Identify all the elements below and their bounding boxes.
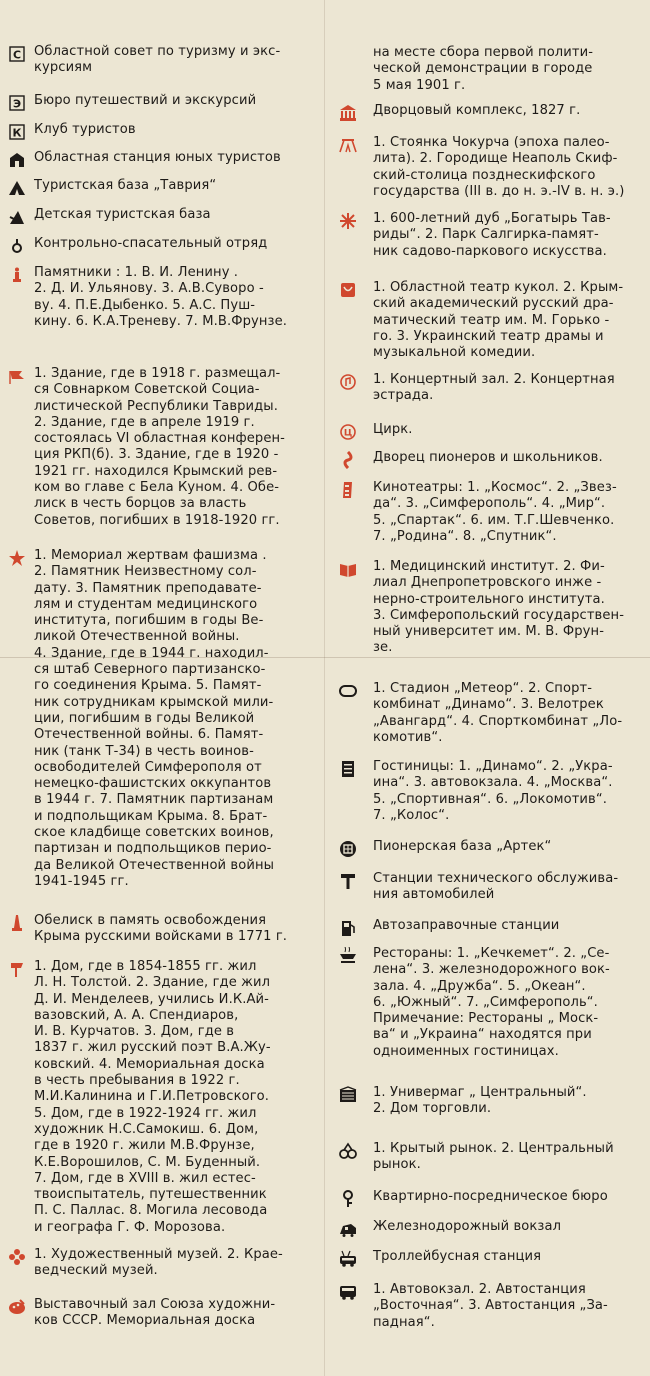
- legend-text-line: ва“ и „Украина“ находятся при: [373, 1027, 592, 1043]
- legend-entry-text: [373, 450, 603, 466]
- legend-entry-text: [373, 759, 613, 824]
- legend-text-line: Станции технического обслужива-: [373, 871, 619, 886]
- legend-entry-text: [373, 211, 611, 260]
- legend-text-line: падная“.: [373, 1314, 435, 1330]
- museum-flower-icon: [8, 1248, 26, 1266]
- legend-text-line: Детская туристская база: [34, 207, 211, 222]
- legend-text-line: ческой демонстрации в городе: [373, 61, 593, 77]
- legend-text-line: да“. 3. „Симферополь“. 4. „Мир“.: [373, 496, 606, 512]
- legend-entry-text: [373, 839, 551, 855]
- legend-text-line: ковский. 4. Мемориальная доска: [34, 1056, 265, 1072]
- legend-text-line: Выставочный зал Союза художни-: [34, 1297, 276, 1312]
- legend-text-line: ков СССР. Мемориальная доска: [34, 1313, 256, 1329]
- legend-text-line: ву. 4. П.Е.Дыбенко. 5. А.С. Пуш-: [34, 297, 256, 313]
- legend-text-line: Д. И. Менделеев, учились И.К.Ай-: [34, 991, 269, 1007]
- legend-entry-text: [34, 44, 280, 77]
- legend-text-line: Туристская база „Таврия“: [34, 178, 217, 193]
- legend-text-line: Советов, погибших в 1918-1920 гг.: [34, 512, 280, 528]
- legend-entry-text: [373, 1249, 541, 1265]
- legend-text-line: Троллейбусная станция: [373, 1249, 542, 1264]
- legend-entry-text: [34, 959, 271, 1236]
- legend-text-line: 1. Художественный музей. 2. Крае-: [34, 1247, 283, 1262]
- pioneer-palace-icon: [339, 451, 357, 469]
- svg-text:Э: Э: [12, 97, 22, 111]
- legend-entry-text: [34, 548, 274, 890]
- legend-text-line: 1. Мемориал жертвам фашизма .: [34, 548, 267, 563]
- legend-entry-text: [373, 1189, 608, 1205]
- legend-text-line: М.И.Калинина и Г.И.Петровского.: [34, 1089, 270, 1105]
- legend-text-line: ция РКП(б). 3. Здание, где в 1920 -: [34, 447, 279, 463]
- legend-text-line: 1. 600-летний дуб „Богатырь Тав-: [373, 211, 611, 226]
- legend-text-line: Примечание: Рестораны „ Моск-: [373, 1011, 599, 1027]
- legend-text-line: 7. „Колос“.: [373, 807, 450, 823]
- legend-text-line: „Авангард“. 4. Спорткомбинат „Ло-: [373, 713, 623, 729]
- legend-text-line: ния автомобилей: [373, 887, 495, 903]
- fuel-icon: [339, 919, 357, 937]
- legend-text-line: матический театр им. М. Горько -: [373, 312, 610, 328]
- youth-station-icon: [8, 151, 26, 169]
- legend-text-line: 1. Областной театр кукол. 2. Крым-: [373, 280, 624, 295]
- legend-text-line: государства (III в. до н. э.-IV в. н. э.): [373, 183, 625, 199]
- legend-text-line: Автозаправочные станции: [373, 918, 560, 933]
- legend-text-line: ции, погибшим в годы Великой: [34, 710, 255, 726]
- legend-text-line: на месте сбора первой полити-: [373, 45, 594, 60]
- red-flag-icon: [8, 367, 26, 385]
- legend-text-line: 4. Здание, где в 1944 г. находил-: [34, 645, 269, 661]
- svg-text:Ц: Ц: [343, 428, 353, 439]
- legend-text-line: партизан и подпольщиков перио-: [34, 841, 272, 857]
- legend-entry-text: [34, 265, 287, 330]
- legend-text-line: Бюро путешествий и экскурсий: [34, 93, 257, 108]
- legend-text-line: кину. 6. К.А.Треневу. 7. М.В.Фрунзе.: [34, 313, 287, 329]
- legend-text-line: 1941-1945 гг.: [34, 873, 129, 889]
- train-icon: [339, 1220, 357, 1238]
- legend-text-line: ся штаб Северного партизанско-: [34, 662, 266, 678]
- legend-entry-text: [373, 280, 623, 361]
- market-icon: [339, 1142, 357, 1160]
- service-station-icon: [339, 872, 357, 890]
- letter-c-box-icon: [8, 45, 26, 63]
- legend-text-line: эстрада.: [373, 388, 434, 404]
- legend-text-line: и подпольщикам Крыма. 8. Брат-: [34, 808, 268, 824]
- legend-text-line: го соединения Крыма. 5. Памят-: [34, 678, 262, 694]
- legend-text-line: лиал Днепропетровского инже -: [373, 575, 602, 591]
- legend-text-line: твоиспытатель, путешественник: [34, 1187, 267, 1203]
- legend-text-line: и географа Г. Ф. Морозова.: [34, 1219, 226, 1235]
- legend-text-line: в 1944 г. 7. Памятник партизанам: [34, 792, 274, 808]
- letter-k-box-icon: [8, 123, 26, 141]
- legend-entry-text: [373, 681, 622, 746]
- trolleybus-icon: [339, 1250, 357, 1268]
- legend-entry-text: [373, 1141, 614, 1174]
- legend-text-line: 5. Дом, где в 1922-1924 гг. жил: [34, 1105, 257, 1121]
- circus-icon: [339, 423, 357, 441]
- legend-text-line: Клуб туристов: [34, 122, 136, 137]
- legend-text-line: 1921 гг. находился Крымский рев-: [34, 463, 278, 479]
- legend-text-line: 1. Концертный зал. 2. Концертная: [373, 372, 615, 387]
- rescue-icon: [8, 237, 26, 255]
- legend-entry-text: [34, 122, 136, 138]
- legend-text-line: Кинотеатры: 1. „Космос“. 2. „Звез-: [373, 480, 617, 495]
- legend-text-line: 5. „Спортивная“. 6. „Локомотив“.: [373, 791, 607, 807]
- legend-text-line: музыкальной комедии.: [373, 345, 536, 361]
- legend-text-line: 7. Дом, где в XVIII в. жил естес-: [34, 1170, 256, 1186]
- legend-text-line: 1. Медицинский институт. 2. Фи-: [373, 559, 605, 574]
- legend-text-line: да Великой Отечественной войны: [34, 857, 275, 873]
- legend-entry-text: [373, 372, 615, 405]
- memorial-plaque-icon: [8, 960, 26, 978]
- legend-text-line: 6. „Южный“. 7. „Симферополь“.: [373, 994, 598, 1010]
- monument-figure-icon: [8, 266, 26, 284]
- legend-text-line: Цирк.: [373, 422, 413, 437]
- legend-entry-text: [373, 1085, 587, 1118]
- store-icon: [339, 1086, 357, 1104]
- pioneer-base-icon: [339, 840, 357, 858]
- legend-text-line: Крыма русскими войсками в 1771 г.: [34, 929, 288, 945]
- legend-entry-text: [373, 135, 625, 200]
- legend-text-line: ведческий музей.: [34, 1263, 158, 1279]
- book-icon: [339, 560, 357, 578]
- legend-text-line: лям и студентам медицинского: [34, 596, 258, 612]
- legend-text-line: П. С. Паллас. 8. Могила лесовода: [34, 1203, 268, 1219]
- legend-entry-text: [34, 1297, 275, 1330]
- legend-text-line: в честь пребывания в 1922 г.: [34, 1073, 240, 1089]
- legend-entry-text: [373, 422, 413, 438]
- legend-text-line: Квартирно-посредническое бюро: [373, 1189, 608, 1204]
- legend-text-line: 2. Дом торговли.: [373, 1101, 492, 1117]
- legend-text-line: Дворцовый комплекс, 1827 г.: [373, 103, 581, 118]
- legend-text-line: 1. Стоянка Чокурча (эпоха палео-: [373, 135, 610, 150]
- legend-text-line: И. В. Курчатов. 3. Дом, где в: [34, 1024, 235, 1040]
- legend-text-line: где в 1920 г. жили М.В.Фрунзе,: [34, 1138, 255, 1154]
- palace-icon: [339, 104, 357, 122]
- legend-text-line: 1837 г. жил русский поэт В.А.Жу-: [34, 1040, 271, 1056]
- legend-entry-text: [373, 918, 559, 934]
- theatre-icon: [339, 281, 357, 299]
- legend-text-line: 5. „Спартак“. 6. им. Т.Г.Шевченко.: [373, 512, 615, 528]
- legend-text-line: 1. Здание, где в 1918 г. размещал-: [34, 366, 281, 381]
- legend-text-line: ник садово-паркового искусства.: [373, 243, 607, 259]
- svg-text:С: С: [12, 48, 22, 62]
- legend-text-line: 7. „Родина“. 8. „Спутник“.: [373, 528, 557, 544]
- stadium-icon: [339, 682, 357, 700]
- legend-text-line: зе.: [373, 640, 393, 656]
- legend-text-line: комотив“.: [373, 729, 443, 745]
- legend-text-line: го. 3. Украинский театр драмы и: [373, 328, 604, 344]
- legend-text-line: зала. 4. „Дружба“. 5. „Океан“.: [373, 978, 586, 994]
- legend-text-line: 1. Дом, где в 1854-1855 гг. жил: [34, 959, 257, 974]
- legend-text-line: листической Республики Тавриды.: [34, 398, 279, 414]
- legend-text-line: немецко-фашистских оккупантов: [34, 776, 272, 792]
- legend-entry-text: [34, 150, 281, 166]
- legend-entry-text: [373, 871, 618, 904]
- legend-text-line: вазовский, А. А. Спендиаров,: [34, 1007, 239, 1023]
- legend-text-line: Отечественной войны. 6. Памят-: [34, 727, 264, 743]
- concert-icon: [339, 373, 357, 391]
- legend-text-line: рынок.: [373, 1157, 421, 1173]
- legend-text-line: ина“. 3. автовокзала. 4. „Москва“.: [373, 775, 613, 791]
- legend-text-line: лиск в честь борцов за власть: [34, 496, 247, 512]
- legend-text-line: 1. Стадион „Метеор“. 2. Спорт-: [373, 681, 593, 696]
- legend-text-line: 1. Крытый рынок. 2. Центральный: [373, 1141, 614, 1156]
- legend-text-line: одноименных гостиницах.: [373, 1043, 559, 1059]
- legend-text-line: риды“. 2. Парк Салгирка-памят-: [373, 227, 599, 243]
- legend-entry-text: [373, 559, 624, 657]
- film-icon: [339, 481, 357, 499]
- bus-icon: [339, 1283, 357, 1301]
- legend-text-line: ся Совнарком Советской Социа-: [34, 382, 260, 398]
- legend-text-line: Контрольно-спасательный отряд: [34, 236, 268, 251]
- legend-text-line: 5 мая 1901 г.: [373, 77, 466, 93]
- legend-entry-text: [373, 103, 580, 119]
- legend-text-line: ликой Отечественной войны.: [34, 629, 240, 645]
- memorial-star-icon: [8, 549, 26, 567]
- legend-text-line: института, погибшим в годы Ве-: [34, 613, 264, 629]
- legend-text-line: 2. Памятник Неизвестному сол-: [34, 564, 257, 580]
- legend-text-line: нерно-строительного института.: [373, 591, 605, 607]
- palette-icon: [8, 1298, 26, 1316]
- legend-text-line: 3. Симферопольский государствен-: [373, 607, 625, 623]
- legend-text-line: Рестораны: 1. „Кечкемет“. 2. „Се-: [373, 946, 610, 961]
- archaeology-icon: [339, 136, 357, 154]
- legend-entry-text: [34, 913, 287, 946]
- legend-entry-text: [373, 45, 593, 94]
- legend-text-line: „Восточная“. 3. Автостанция „За-: [373, 1298, 608, 1314]
- legend-text-line: ник (танк Т-34) в честь воинов-: [34, 743, 254, 759]
- legend-text-line: лена“. 3. железнодорожного вок-: [373, 962, 610, 978]
- legend-text-line: художник Н.С.Самокиш. 6. Дом,: [34, 1121, 259, 1137]
- legend-text-line: К.Е.Ворошилов, С. М. Буденный.: [34, 1154, 261, 1170]
- legend-text-line: ское кладбище советских воинов,: [34, 825, 274, 841]
- legend-entry-text: [373, 946, 610, 1060]
- legend-entry-text: [373, 480, 617, 545]
- tent-icon: [8, 179, 26, 197]
- hotel-icon: [339, 760, 357, 778]
- legend-text-line: Дворец пионеров и школьников.: [373, 450, 603, 465]
- legend-entry-text: [373, 1282, 608, 1331]
- svg-text:К: К: [12, 126, 22, 140]
- legend-text-line: 1. Универмаг „ Центральный“.: [373, 1085, 587, 1100]
- legend-entry-text: [34, 236, 267, 252]
- legend-text-line: ник сотрудникам крымской мили-: [34, 694, 274, 710]
- key-icon: [339, 1190, 357, 1208]
- legend-entry-text: [34, 178, 216, 194]
- legend-text-line: ский-столица позднескифского: [373, 167, 596, 183]
- restaurant-icon: [339, 947, 357, 965]
- legend-text-line: 1. Автовокзал. 2. Автостанция: [373, 1282, 586, 1297]
- children-tent-icon: [8, 208, 26, 226]
- legend-text-line: состоялась VI областная конферен-: [34, 431, 285, 447]
- legend-entry-text: [34, 207, 211, 223]
- legend-entry-text: [373, 1219, 561, 1235]
- legend-text-line: 2. Д. И. Ульянову. 3. А.В.Суворо -: [34, 281, 264, 297]
- legend-text-line: 2. Здание, где в апреле 1919 г.: [34, 414, 255, 430]
- letter-e-box-icon: [8, 94, 26, 112]
- legend-text-line: Л. Н. Толстой. 2. Здание, где жил: [34, 975, 271, 991]
- legend-text-line: Областной совет по туризму и экс-: [34, 44, 281, 59]
- legend-text-line: ный университет им. М. В. Фрун-: [373, 624, 605, 640]
- legend-entry-text: [34, 93, 256, 109]
- legend-entry-text: [34, 1247, 283, 1280]
- legend-text-line: освободителей Симферополя от: [34, 759, 262, 775]
- nature-star-icon: [339, 212, 357, 230]
- legend-entry-text: [34, 366, 285, 529]
- legend-text-line: дату. 3. Памятник преподавате-: [34, 580, 262, 596]
- legend-text-line: ский академический русский дра-: [373, 296, 614, 312]
- legend-text-line: курсиям: [34, 60, 93, 76]
- legend-text-line: Обелиск в память освобождения: [34, 913, 267, 928]
- legend-text-line: комбинат „Динамо“. 3. Велотрек: [373, 697, 604, 713]
- legend-text-line: Пионерская база „Артек“: [373, 839, 552, 854]
- legend-text-line: лита). 2. Городище Неаполь Скиф-: [373, 151, 618, 167]
- vertical-fold: [324, 0, 325, 1376]
- legend-text-line: Гостиницы: 1. „Динамо“. 2. „Укра-: [373, 759, 613, 774]
- legend-text-line: Железнодорожный вокзал: [373, 1219, 562, 1234]
- legend-text-line: Областная станция юных туристов: [34, 150, 281, 165]
- legend-text-line: ком во главе с Бела Куном. 4. Обе-: [34, 480, 280, 496]
- legend-text-line: Памятники : 1. В. И. Ленину .: [34, 265, 239, 280]
- obelisk-icon: [8, 914, 26, 932]
